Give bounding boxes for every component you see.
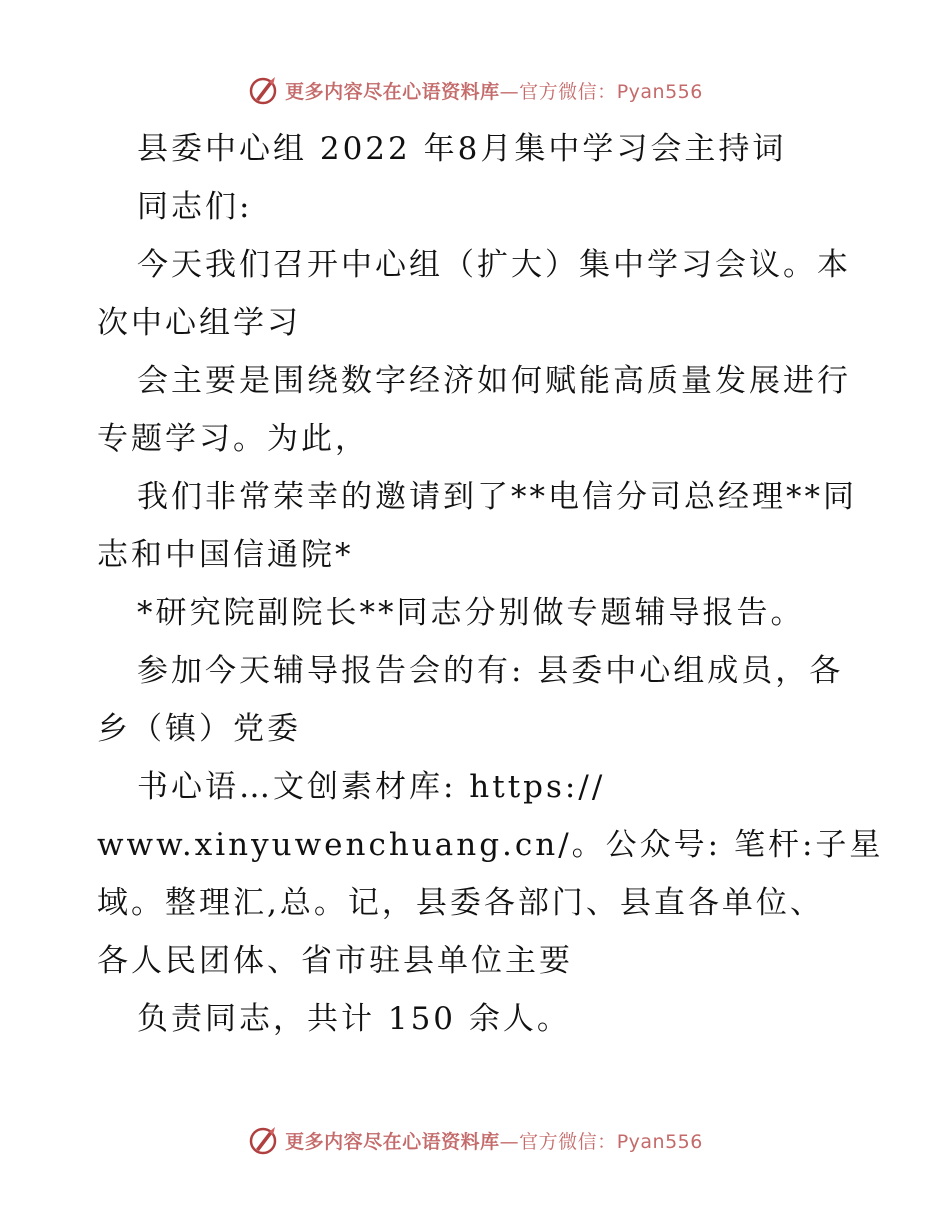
banner-dash: — [499, 1130, 520, 1153]
paragraph-line: 志和中国信通院* [97, 537, 354, 573]
paragraph-line: 会主要是围绕数字经济如何赋能高质量发展进行 [137, 363, 851, 399]
banner-brand: 更多内容尽在心语资料库 [285, 1130, 500, 1153]
footer-banner [0, 1120, 950, 1160]
paragraph-line: www.xinyuwenchuang.cn/。公众号: 笔杆:子星 [97, 827, 884, 863]
paragraph-line: 域。整理汇,总。记，县委各部门、县直各单位、 [97, 885, 824, 921]
paragraph-line: 负责同志，共计 150 余人。 [137, 1001, 571, 1037]
paragraph-line: 专题学习。为此， [97, 421, 369, 457]
banner-text [285, 1127, 703, 1154]
document-body [97, 120, 884, 1048]
header-banner [0, 70, 950, 110]
banner-wechat-id: Pyan556 [616, 80, 703, 103]
banner-wechat-label: 官方微信： [519, 1130, 617, 1153]
paragraph-line: 我们非常荣幸的邀请到了**电信分司总经理**同 [137, 479, 857, 515]
paragraph-line: 乡（镇）党委 [97, 711, 301, 747]
paragraph-line: 参加今天辅导报告会的有: 县委中心组成员，各 [137, 653, 844, 689]
paragraph-line: 次中心组学习 [97, 305, 301, 341]
paragraph-line: *研究院副院长**同志分别做专题辅导报告。 [137, 595, 805, 631]
paragraph-line: 书心语…文创素材库: https:// [137, 769, 606, 805]
banner-text [285, 77, 703, 104]
quill-logo-icon [247, 74, 279, 106]
document-title: 县委中心组 2022 年8月集中学习会主持词 [137, 131, 787, 167]
quill-logo-icon [247, 1124, 279, 1156]
banner-dash: — [499, 80, 520, 103]
banner-brand: 更多内容尽在心语资料库 [285, 80, 500, 103]
salutation: 同志们: [137, 189, 253, 225]
paragraph-line: 今天我们召开中心组（扩大）集中学习会议。本 [137, 247, 851, 283]
banner-wechat-label: 官方微信： [519, 80, 617, 103]
paragraph-line: 各人民团体、省市驻县单位主要 [97, 943, 573, 979]
banner-wechat-id: Pyan556 [616, 1130, 703, 1153]
